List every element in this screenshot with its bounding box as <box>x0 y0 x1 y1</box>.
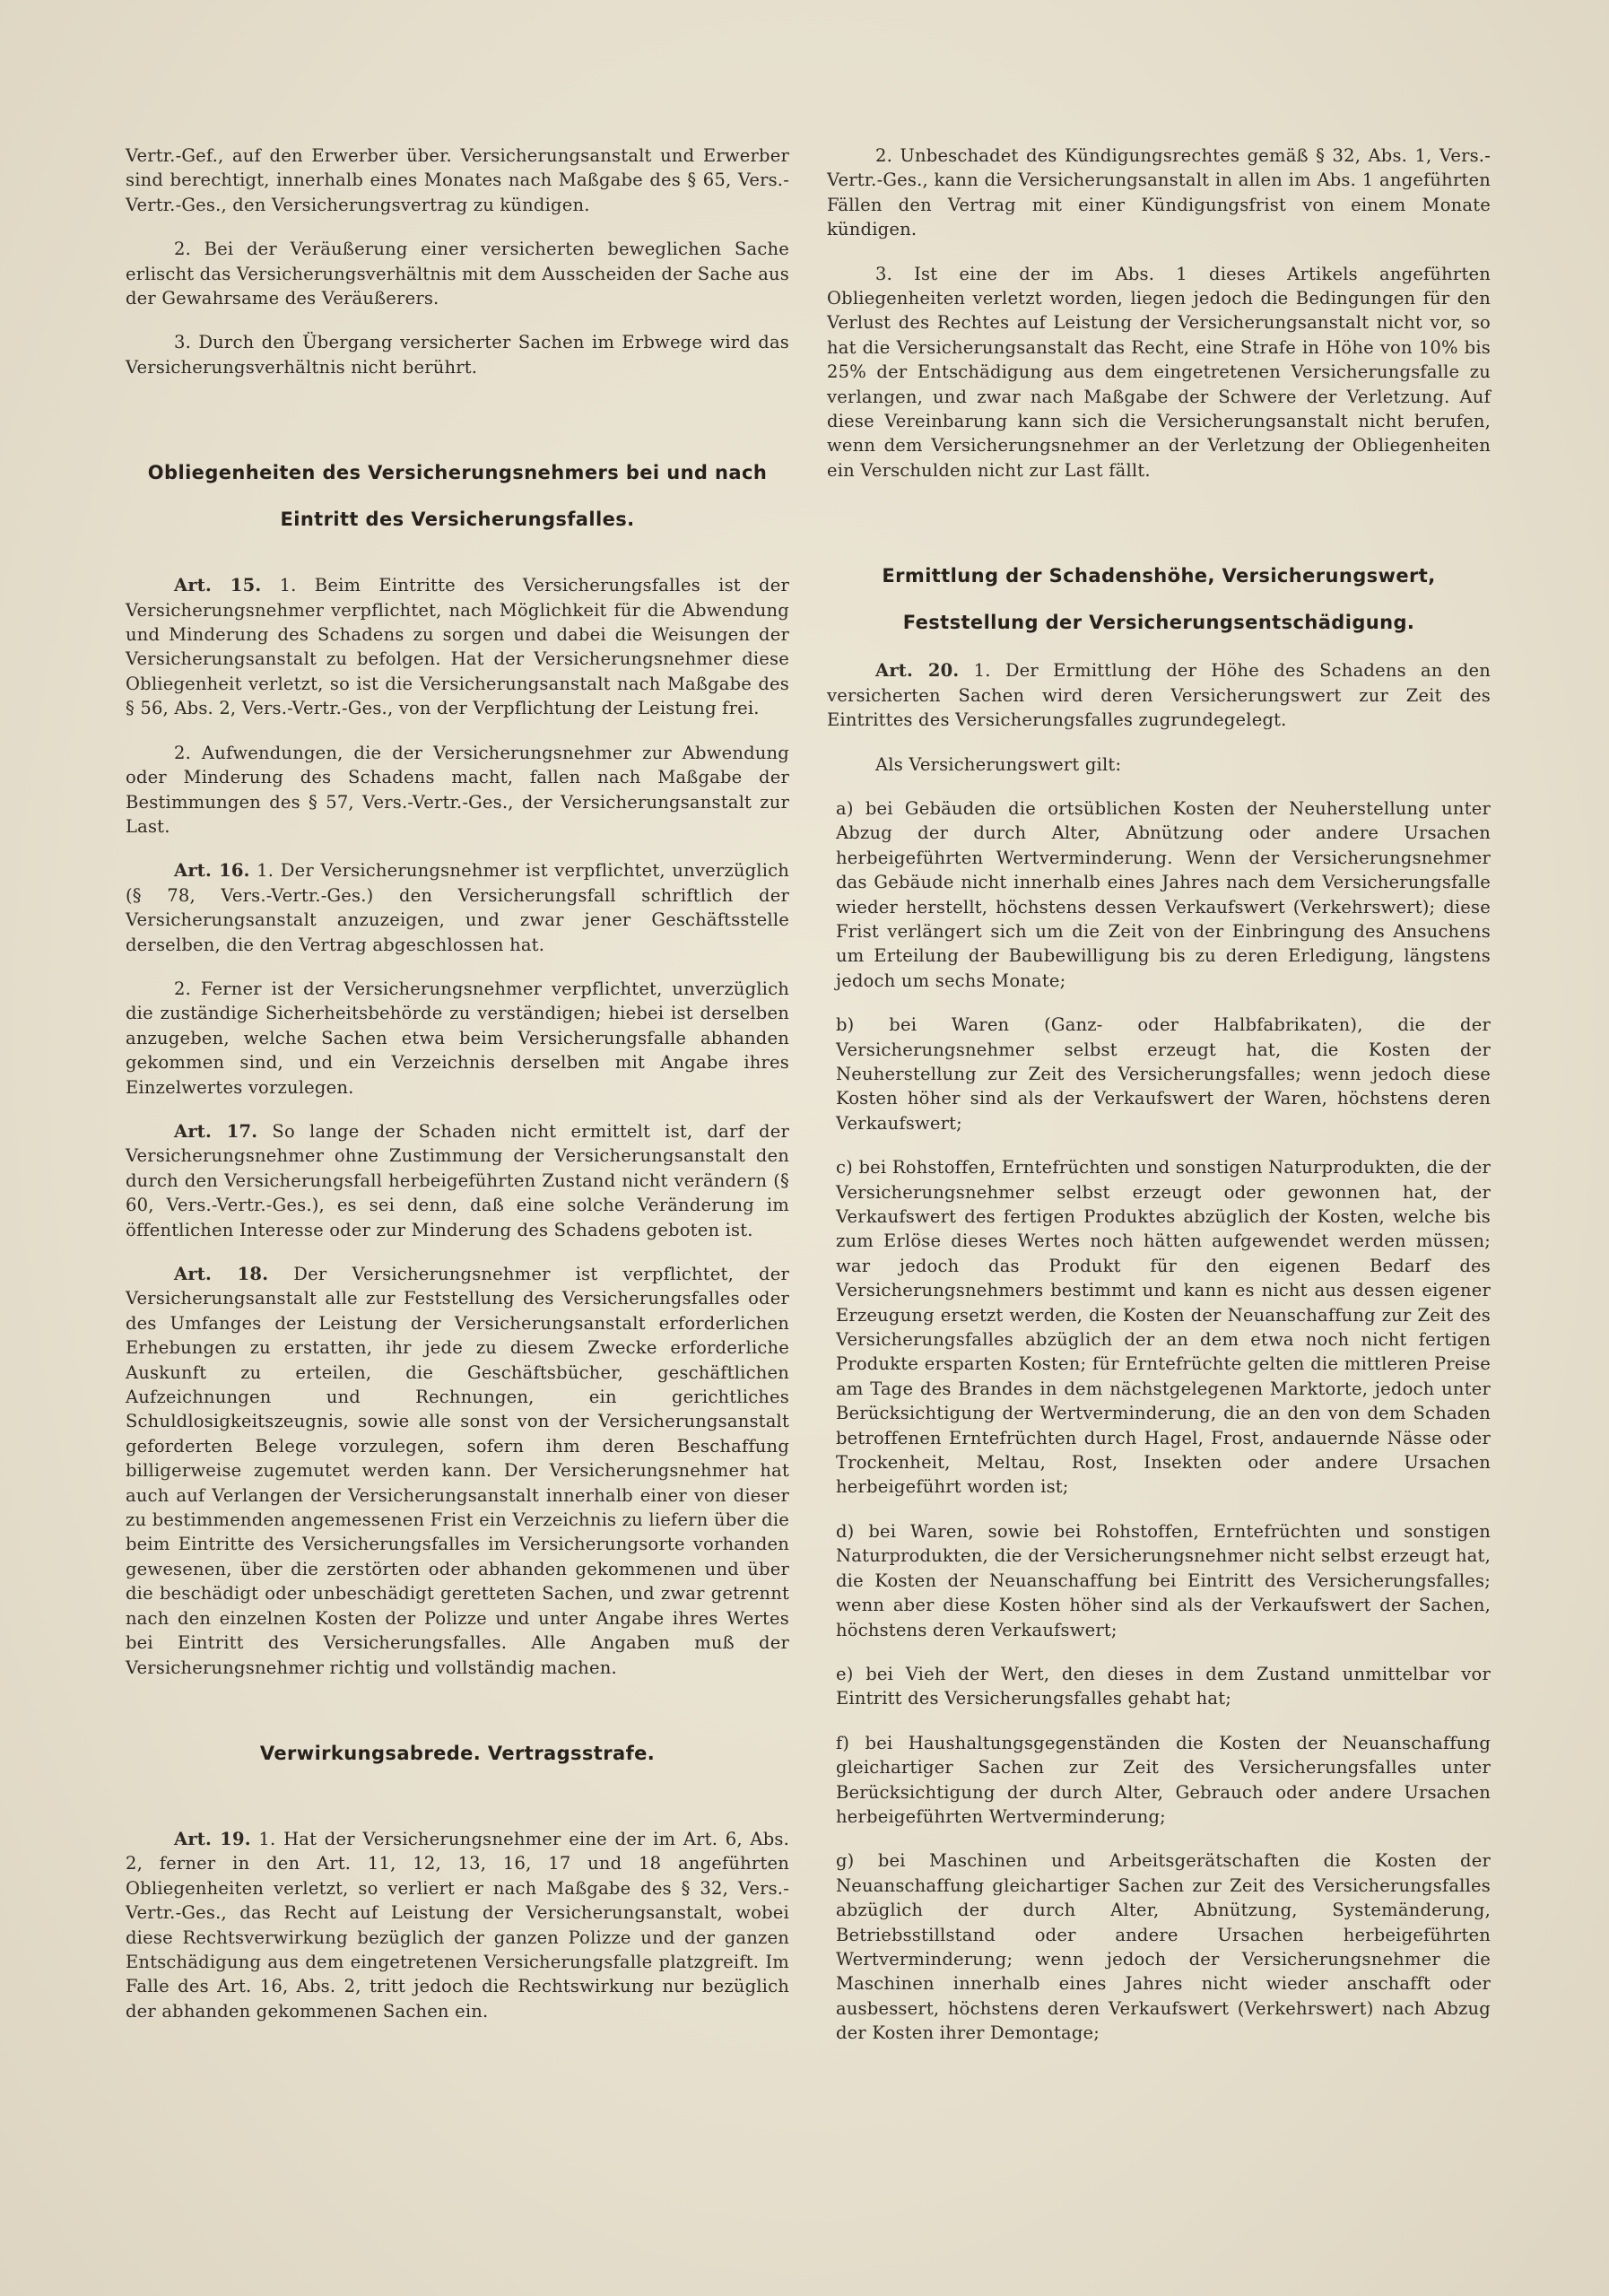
list-item: b) bei Waren (Ganz- oder Halbfabrikaten), die der Versicherungsnehmer selbst erzeugt hat, die Kosten der Neuherstellung zur Zeit des Versicherungsfalles; wenn jedoch diese Kosten höher sind als der Verkaufswert der Waren, höchstens deren Verkaufswert; <box>836 1014 1491 1134</box>
section-heading: Feststellung der Versicherungsentschädigung. <box>902 612 1415 634</box>
article-text: So lange der Schaden nicht ermittelt ist, darf der Versicherungsnehmer ohne Zustimmung der Versicherungsanstalt den durch den Versicherungsfall herbeigeführten Zustand nicht verändern (§ 60, Vers.-Vertr.-Ges.), es sei denn, daß eine solche Veränderung im öffentlichen Interesse oder zur Minderung des Schadens geboten ist. <box>126 1120 790 1240</box>
list-item: d) bei Waren, sowie bei Rohstoffen, Erntefrüchten und sonstigen Naturprodukten, die der Versicherungsnehmer nicht selbst erzeugt hat, die Kosten der Neuanschaffung bei Eintritt des Versicherungsfalles; wenn aber diese Kosten höher sind als der Verkaufswert der Sachen, höchstens deren Verkaufswert; <box>836 1520 1491 1640</box>
paragraph: 3. Ist eine der im Abs. 1 dieses Artikels angeführten Obliegenheiten verletzt worden, liegen jedoch die Bedingungen für den Verlust des Rechtes auf Leistung der Versicherungsanstalt nicht vor, so hat die Versicherungsanstalt das Recht, eine Strafe in Höhe von 10% bis 25% der Entschädigung aus dem eingetretenen Versicherungsfalle zu verlangen, und zwar nach Maßgabe der Schwere der Verletzung. Auf diese Vereinbarung kann sich die Versicherungsanstalt nicht berufen, wenn dem Versicherungsnehmer an der Verletzung der Obliegenheiten ein Verschulden nicht zur Last fällt. <box>827 263 1491 481</box>
list-item: a) bei Gebäuden die ortsüblichen Kosten der Neuherstellung unter Abzug der durch Alter, Abnützung oder andere Ursachen herbeigeführten Wertverminderung. Wenn der Versicherungsnehmer das Gebäude nicht innerhalb eines Jahres nach dem Versicherungsfalle wieder herstellt, höchstens dessen Verkaufswert (Verkehrswert); diese Frist verlängert sich um die Zeit von der Einbringung des Ansuchens um Erteilung der Baubewilligung bis zu deren Erledigung, längstens jedoch um sechs Monate; <box>836 797 1491 991</box>
article-text: 1. Hat der Versicherungsnehmer eine der im Art. 6, Abs. 2, ferner in den Art. 11, 12, 13, 16, 17 und 18 angeführten Obliegenheiten verletzt, so verliert er nach Maßgabe des § 32, Vers.-Vertr.-Ges., das Recht auf Leistung der Versicherungsanstalt, wobei diese Rechtsverwirkung bezüglich der ganzen Polizze und der ganzen Entschädigung aus dem eingetretenen Versicherungsfalle platzgreift. Im Falle des Art. 16, Abs. 2, tritt jedoch die Rechtswirkung nur bezüglich der abhanden gekommenen Sachen ein. <box>126 1828 789 2022</box>
article-18 <box>126 1262 789 1680</box>
article-17 <box>126 1119 789 1242</box>
list-item: c) bei Rohstoffen, Erntefrüchten und sonstigen Naturprodukten, die der Versicherungsnehmer selbst erzeugt oder gewonnen hat, der Verkaufswert des fertigen Produktes abzüglich der Kosten, welche bis zum Erlöse dieses Wertes noch hätten aufgewendet werden müssen; war jedoch das Produkt für den eigenen Bedarf des Versicherungsnehmers bestimmt und kann es nicht aus dessen eigener Erzeugung ersetzt werden, die Kosten der Neuanschaffung zur Zeit des Versicherungsfalles abzüglich der an dem etwa noch nicht fertigen Produkte ersparten Kosten; für Erntefrüchte gelten die mittleren Preise am Tage des Brandes in dem nächstgelegenen Marktorte, jedoch unter Berücksichtigung der Wertverminderung, die an den von dem Schaden betroffenen Erntefrüchten durch Hagel, Frost, andauernde Nässe oder Trockenheit, Meltau, Rost, Insekten oder andere Ursachen herbeigeführt worden ist; <box>836 1157 1491 1498</box>
list-item: f) bei Haushaltungsgegenständen die Kosten der Neuanschaffung gleichartiger Sachen zur Zeit des Versicherungsfalles unter Berücksichtigung der durch Alter, Gebrauch oder andere Ursachen herbeigeführten Wertverminderung; <box>836 1732 1491 1827</box>
article-text: 1. Der Ermittlung der Höhe des Schadens an den versicherten Sachen wird deren Versicherungswert zur Zeit des Eintrittes des Versicherungsfalles zugrundegelegt. <box>827 660 1492 731</box>
paragraph: 3. Durch den Übergang versicherter Sachen im Erbwege wird das Versicherungsverhältnis nicht berührt. <box>126 332 789 378</box>
section-heading: Verwirkungsabrede. Vertragsstrafe. <box>259 1742 656 1764</box>
section-heading: Obliegenheiten des Versicherungsnehmers bei und nach <box>147 462 768 484</box>
article-16 <box>126 858 789 957</box>
article-text: 1. Beim Eintritte des Versicherungsfalles ist der Versicherungsnehmer verpflichtet, nach Möglichkeit für die Abwendung und Minderung des Schadens zu sorgen und dabei die Weisungen der Versicherungsanstalt zu befolgen. Hat der Versicherungsnehmer diese Obliegenheit verletzt, so ist die Versicherungsanstalt nach Maßgabe des § 56, Abs. 2, Vers.-Vertr.-Ges., von der Verpflichtung der Leistung frei. <box>126 575 790 719</box>
paragraph: 2. Bei der Veräußerung einer versicherten beweglichen Sache erlischt das Versicherungsverhältnis mit dem Ausscheiden der Sache aus der Gewahrsame des Veräußerers. <box>126 239 789 309</box>
article-label: Art. 19. <box>174 1828 251 1849</box>
list-item: e) bei Vieh der Wert, den dieses in dem Zustand unmittelbar vor Eintritt des Versicherungsfalles gehabt hat; <box>836 1663 1491 1709</box>
paragraph: 2. Aufwendungen, die der Versicherungsnehmer zur Abwendung oder Minderung des Schadens macht, fallen nach Maßgabe der Bestimmungen des § 57, Vers.-Vertr.-Ges., der Versicherungsanstalt zur Last. <box>126 742 789 837</box>
right-column <box>827 144 1491 2066</box>
article-15 <box>126 573 789 720</box>
section-heading: Eintritt des Versicherungsfalles. <box>280 509 635 531</box>
article-label: Art. 18. <box>174 1264 269 1284</box>
paragraph: 2. Ferner ist der Versicherungsnehmer verpflichtet, unverzüglich die zuständige Sicherheitsbehörde zu verständigen; hiebei ist derselben anzugeben, welche Sachen etwa beim Versicherungsfalle abhanden gekommen sind, und ein Verzeichnis derselben mit Angabe ihres Einzelwertes vorzulegen. <box>126 978 789 1098</box>
article-label: Art. 20. <box>875 660 960 682</box>
article-text: Der Versicherungsnehmer ist verpflichtet, der Versicherungsanstalt alle zur Feststellung des Versicherungsfalles oder des Umfanges der Leistung der Versicherungsanstalt erforderlichen Erhebungen zu erstatten, ihr jede zu diesem Zwecke erforderliche Auskunft zu erteilen, die Geschäftsbücher, geschäftlichen Aufzeichnungen und Rechnungen, ein gerichtliches Schuldlosigkeitszeugnis, sowie alle sonst von der Versicherungsanstalt geforderten Belege vorzulegen, sofern ihm deren Beschaffung billigerweise zugemutet werden kann. Der Versicherungsnehmer hat auch auf Verlangen der Versicherungsanstalt innerhalb einer von dieser zu bestimmenden angemessenen Frist ein Verzeichnis zu liefern über die beim Eintritte des Versicherungsfalles im Versicherungsorte vorhanden gewesenen, über die zerstörten oder abhanden gekommenen und über die beschädigt oder unbeschädigt geretteten Sachen, und zwar getrennt nach den einzelnen Kosten der Polizze und unter Angabe ihres Wertes bei Eintritt des Versicherungsfalles. Alle Angaben muß der Versicherungsnehmer richtig und vollständig machen. <box>126 1264 790 1678</box>
article-20 <box>827 658 1491 732</box>
article-label: Art. 15. <box>174 575 262 596</box>
article-text: 1. Der Versicherungsnehmer ist verpflichtet, unverzüglich (§ 78, Vers.-Vertr.-Ges.) den Versicherungsfall schriftlich der Versicherungsanstalt anzuzeigen, und zwar jener Geschäftsstelle derselben, die den Vertrag abgeschlossen hat. <box>126 860 790 955</box>
paragraph: Als Versicherungswert gilt: <box>875 753 1122 775</box>
article-19 <box>126 1827 789 2023</box>
list-item: g) bei Maschinen und Arbeitsgerätschaften die Kosten der Neuanschaffung gleichartiger Sachen zur Zeit des Versicherungsfalles abzüglich der durch Alter, Abnützung, Systemänderung, Betriebsstillstand oder andere Ursachen herbeigeführten Wertverminderung; wenn jedoch der Versicherungsnehmer die Maschinen innerhalb eines Jahres nicht wieder anschafft oder ausbessert, höchstens deren Verkaufswert (Verkehrswert) nach Abzug der Kosten ihrer Demontage; <box>836 1850 1491 2044</box>
article-label: Art. 16. <box>174 860 250 882</box>
paragraph: Vertr.-Gef., auf den Erwerber über. Versicherungsanstalt und Erwerber sind berechtigt, innerhalb eines Monates nach Maßgabe des § 65, Vers.-Vertr.-Ges., den Versicherungsvertrag zu kündigen. <box>126 145 789 215</box>
paragraph: 2. Unbeschadet des Kündigungsrechtes gemäß § 32, Abs. 1, Vers.-Vertr.-Ges., kann die Versicherungsanstalt in allen im Abs. 1 angeführten Fällen den Vertrag mit einer Kündigungsfrist von einem Monate kündigen. <box>827 145 1491 240</box>
left-column <box>126 144 789 2043</box>
article-label: Art. 17. <box>174 1120 258 1142</box>
section-heading: Ermittlung der Schadenshöhe, Versicherungswert, <box>882 565 1436 587</box>
